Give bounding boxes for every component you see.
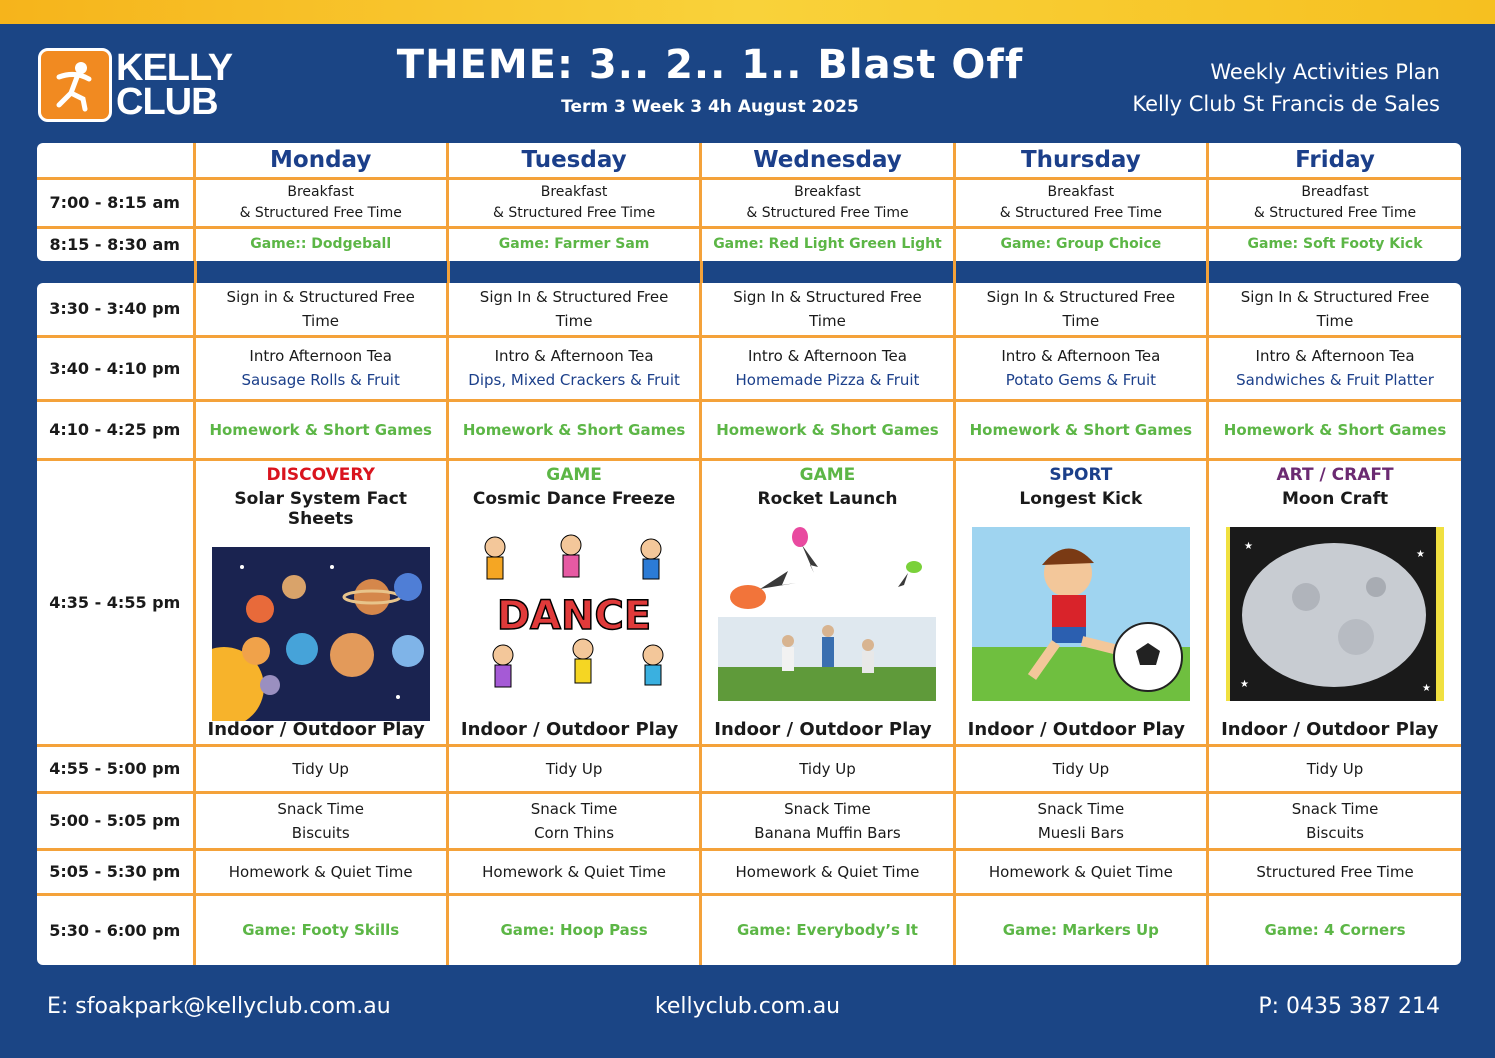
svg-text:★: ★ [1422,682,1431,694]
cell-line: Snack Time [1291,799,1379,818]
table-row [37,178,1461,227]
breakfast-cell [194,178,447,227]
cell-line: Intro & Afternoon Tea [1001,347,1161,365]
time-slot: 7:00 - 8:15 am [37,178,194,227]
time-slot: 8:15 - 8:30 am [37,227,194,261]
evening-game: Game: Footy Skills [194,894,447,965]
cell-line: Time [555,311,593,330]
tea-cell [447,336,700,400]
moon-craft-picture [1226,527,1444,701]
quiet-cell: Structured Free Time [1208,849,1461,894]
corner-cell [37,143,194,178]
cell-line: Sign In & Structured Free [986,287,1176,306]
snack-cell [194,792,447,849]
homework-cell: Homework & Short Games [1208,400,1461,459]
cell-line: Breadfast [1301,183,1369,200]
cell-line: & Structured Free Time [999,204,1162,221]
footer-phone[interactable]: P: 0435 387 214 [1258,994,1440,1019]
table-row [37,400,1461,459]
logo-line1: KELLY [116,47,233,89]
cell-line: & Structured Free Time [1253,204,1417,221]
activity-name: Rocket Launch [757,488,898,509]
panel-gap [37,261,1461,283]
day-header-monday: Monday [194,143,447,178]
divider [1206,261,1209,283]
svg-text:★: ★ [1416,548,1425,560]
solar-system-picture [212,547,430,721]
snack-cell [1208,792,1461,849]
morning-game: Game: Soft Footy Kick [1247,236,1423,253]
homework-cell: Homework & Short Games [954,400,1207,459]
time-slot: 5:30 - 6:00 pm [37,894,194,965]
evening-game: Game: Everybody’s It [701,894,954,965]
cell-line: Breakfast [1047,183,1115,200]
play-label: Indoor / Outdoor Play [1221,718,1439,740]
signin-cell [194,283,447,336]
breakfast-cell [447,178,700,227]
menu-item: Sandwiches & Fruit Platter [1236,371,1434,389]
time-slot: 3:40 - 4:10 pm [37,336,194,400]
cell-line: Time [809,311,846,330]
website-link[interactable]: kellyclub.com.au [654,994,841,1019]
dance-picture [465,527,683,701]
day-header-friday: Friday [1208,143,1461,178]
kelly-club-logo [38,46,238,124]
cell-line: Time [302,311,340,330]
page-title: THEME: 3.. 2.. 1.. Blast Off [396,42,1024,88]
snack-cell [447,792,700,849]
morning-game: Game:: Dodgeball [194,227,447,261]
tidy-cell: Tidy Up [1208,745,1461,792]
activity-cell [954,459,1207,745]
cell-line: Corn Thins [534,823,615,842]
activity-cell [447,459,700,745]
signin-cell [447,283,700,336]
cell-line: Time [1316,311,1354,330]
morning-schedule [37,143,1461,261]
tea-cell [701,336,954,400]
rocket-launch-picture [718,527,936,701]
afternoon-schedule [37,283,1461,965]
activity-category: GAME [799,464,856,485]
homework-cell: Homework & Short Games [447,400,700,459]
cell-line: Snack Time [1037,799,1125,818]
cell-line: Snack Time [277,799,365,818]
tidy-cell: Tidy Up [447,745,700,792]
plan-type: Weekly Activities Plan [1210,60,1440,84]
cell-line: & Structured Free Time [746,204,909,221]
cell-line: Biscuits [291,823,350,842]
table-row [37,849,1461,894]
table-row [37,894,1461,965]
evening-game: Game: Hoop Pass [447,894,700,965]
homework-cell: Homework & Short Games [194,400,447,459]
cell-line: Sign In & Structured Free [733,287,922,306]
divider [194,261,197,283]
soccer-kick-picture [972,527,1190,701]
table-row [37,336,1461,400]
time-slot: 5:05 - 5:30 pm [37,849,194,894]
cell-line: Intro Afternoon Tea [249,347,392,365]
signin-cell [1208,283,1461,336]
cell-line: Intro & Afternoon Tea [494,347,654,365]
breakfast-cell [1208,178,1461,227]
cell-line: Biscuits [1306,823,1364,842]
activity-category: ART / CRAFT [1276,464,1394,485]
cell-line: Sign In & Structured Free [1240,287,1430,306]
divider [953,261,956,283]
footer-email[interactable]: E: sfoakpark@kellyclub.com.au [47,994,391,1019]
cell-line: Snack Time [784,799,871,818]
snack-cell [954,792,1207,849]
divider [700,261,703,283]
cell-line: Time [1062,311,1100,330]
cell-line: & Structured Free Time [492,204,656,221]
breakfast-cell [701,178,954,227]
plan-heading [1132,56,1440,120]
evening-game: Game: Markers Up [954,894,1207,965]
morning-game: Game: Red Light Green Light [701,227,954,261]
time-slot: 4:55 - 5:00 pm [37,745,194,792]
breakfast-cell [954,178,1207,227]
morning-game: Game: Farmer Sam [447,227,700,261]
play-label: Indoor / Outdoor Play [714,718,932,740]
running-figure-icon [38,48,112,122]
cell-line: Breakfast [794,183,861,200]
tea-cell [1208,336,1461,400]
cell-line: Sign In & Structured Free [479,287,669,306]
homework-cell: Homework & Short Games [701,400,954,459]
play-label: Indoor / Outdoor Play [460,718,679,740]
dance-word: DANCE [496,592,652,639]
day-header-thursday: Thursday [954,143,1207,178]
evening-game: Game: 4 Corners [1264,921,1406,940]
table-row [37,745,1461,792]
activity-cell [1208,459,1461,745]
menu-item: Homemade Pizza & Fruit [735,371,920,389]
play-label: Indoor / Outdoor Play [967,718,1185,740]
quiet-cell: Homework & Quiet Time [447,849,700,894]
cell-line: Banana Muffin Bars [754,823,901,842]
activity-category: DISCOVERY [266,464,375,485]
cell-line: Muesli Bars [1037,823,1124,842]
day-header-tuesday: Tuesday [447,143,700,178]
tidy-cell: Tidy Up [194,745,447,792]
activity-category: GAME [546,464,602,485]
morning-game: Game: Group Choice [954,227,1207,261]
divider [447,261,450,283]
table-row [37,283,1461,336]
page-subtitle: Term 3 Week 3 4h August 2025 [561,97,859,117]
svg-text:★: ★ [1240,678,1249,690]
time-slot: 4:35 - 4:55 pm [37,459,194,745]
quiet-cell: Homework & Quiet Time [194,849,447,894]
menu-item: Potato Gems & Fruit [1005,371,1157,389]
table-row [37,792,1461,849]
activity-name: Moon Craft [1281,488,1389,509]
time-slot: 4:10 - 4:25 pm [37,400,194,459]
activity-cell [194,459,447,745]
activity-name: Solar System Fact Sheets [234,488,407,529]
cell-line: Intro & Afternoon Tea [747,347,907,365]
time-slot: 3:30 - 3:40 pm [37,283,194,336]
top-accent-bar [0,0,1495,24]
tea-cell [194,336,447,400]
logo-line2: CLUB [116,81,218,123]
cell-line: Breakfast [540,183,608,200]
tidy-cell: Tidy Up [701,745,954,792]
cell-line: Sign in & Structured Free [226,287,415,306]
day-header-wednesday: Wednesday [701,143,954,178]
signin-cell [701,283,954,336]
play-label: Indoor / Outdoor Play [207,718,425,740]
signin-cell [954,283,1207,336]
table-row [37,459,1461,745]
activity-cell [701,459,954,745]
menu-item: Sausage Rolls & Fruit [241,371,400,389]
club-name: Kelly Club St Francis de Sales [1132,92,1440,116]
svg-text:★: ★ [1244,540,1253,552]
activity-category: SPORT [1049,464,1113,485]
cell-line: Snack Time [530,799,618,818]
activity-name: Longest Kick [1019,488,1143,509]
cell-line: Intro & Afternoon Tea [1255,347,1415,365]
table-row [37,227,1461,261]
menu-item: Dips, Mixed Crackers & Fruit [468,371,680,389]
cell-line: & Structured Free Time [239,204,402,221]
quiet-cell: Homework & Quiet Time [701,849,954,894]
quiet-cell: Homework & Quiet Time [954,849,1207,894]
activity-name: Cosmic Dance Freeze [472,488,676,509]
tea-cell [954,336,1207,400]
snack-cell [701,792,954,849]
cell-line: Breakfast [287,183,355,200]
tidy-cell: Tidy Up [954,745,1207,792]
time-slot: 5:00 - 5:05 pm [37,792,194,849]
